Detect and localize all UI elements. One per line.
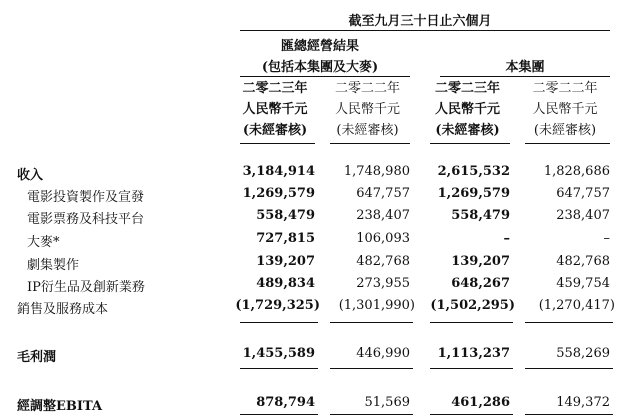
series-col3: 139,207: [451, 254, 510, 269]
film-investment-col3: 1,269,579: [437, 186, 510, 201]
group-heading: 本集團: [505, 60, 545, 75]
revenue-col3: 2,615,532: [437, 164, 510, 179]
column-audit: (未經審核): [242, 123, 308, 138]
ebita-rule-2: [330, 414, 413, 415]
column-currency: 人民幣千元: [532, 102, 598, 117]
cost-col1: (1,729,325): [235, 298, 320, 313]
cost-col2: (1,301,990): [338, 298, 415, 313]
gross-profit-col2: 446,990: [356, 346, 410, 361]
revenue-col2: 1,748,980: [343, 164, 410, 179]
column-4-header-rule: [525, 143, 610, 144]
row-label-series-production: 劇集製作: [27, 258, 80, 273]
column-currency: 人民幣千元: [334, 102, 400, 117]
damai-col4: –: [603, 231, 610, 246]
ticketing-col4: 238,407: [556, 208, 610, 223]
ticketing-col1: 558,479: [256, 208, 315, 223]
ebita-col3: 461,286: [451, 395, 510, 410]
row-label-film-investment: 電影投資製作及宣發: [27, 190, 145, 205]
gross-profit-rule-2: [330, 368, 413, 369]
gross-profit-col4: 558,269: [556, 346, 610, 361]
damai-col3: –: [503, 231, 510, 246]
gross-profit-rule-1: [240, 368, 318, 369]
row-label-revenue: 收入: [17, 168, 44, 183]
row-label-ip-derivatives: IP衍生品及創新業務: [27, 280, 145, 295]
group-heading-underline: [440, 76, 610, 77]
ebita-col4: 149,372: [556, 395, 610, 410]
gross-profit-col1: 1,455,589: [242, 346, 315, 361]
damai-col2: 106,093: [356, 231, 410, 246]
series-col4: 482,768: [556, 254, 610, 269]
ip-col1: 489,834: [256, 276, 315, 291]
column-audit: (未經審核): [336, 123, 399, 138]
column-3-header-rule: [430, 143, 510, 144]
column-header-1: [235, 78, 315, 141]
ticketing-col2: 238,407: [356, 208, 410, 223]
column-header-3: [425, 78, 510, 141]
column-year: 二零二三年: [242, 81, 308, 96]
column-audit: (未經審核): [435, 123, 500, 138]
column-currency: 人民幣千元: [242, 102, 308, 117]
combined-results-subheading: (包括本集團及大麥): [261, 60, 379, 75]
ip-col2: 273,955: [356, 276, 410, 291]
ebita-col2: 51,569: [364, 395, 410, 410]
combined-results-heading: 匯總經營結果: [280, 39, 359, 54]
cost-col4: (1,270,417): [538, 298, 615, 313]
row-label-ticketing: 電影票務及科技平台: [27, 212, 145, 227]
series-col2: 482,768: [356, 254, 410, 269]
row-label-cost-of-sales: 銷售及服務成本: [17, 302, 109, 317]
film-investment-col2: 647,757: [356, 186, 410, 201]
ip-col4: 459,754: [556, 276, 610, 291]
column-year: 二零二二年: [334, 81, 400, 96]
revenue-col4: 1,828,686: [543, 164, 610, 179]
subtotal-rule-2: [330, 322, 413, 323]
ebita-rule-4: [525, 414, 613, 415]
ebita-col1: 878,794: [256, 395, 315, 410]
row-label-damai: 大麥*: [27, 235, 60, 250]
row-label-adjusted-ebita: 經調整EBITA: [17, 399, 103, 414]
column-year: 二零二二年: [532, 81, 598, 96]
film-investment-col1: 1,269,579: [242, 186, 315, 201]
period-heading-underline: [240, 30, 610, 31]
ebita-rule-3: [430, 414, 513, 415]
series-col1: 139,207: [256, 254, 315, 269]
revenue-col1: 3,184,914: [242, 164, 315, 179]
column-2-header-rule: [330, 143, 410, 144]
column-header-4: [520, 78, 610, 141]
ticketing-col3: 558,479: [451, 208, 510, 223]
cost-col3: (1,502,295): [430, 298, 515, 313]
column-audit: (未經審核): [533, 123, 597, 138]
column-year: 二零二三年: [434, 81, 500, 96]
period-heading: 截至九月三十日止六個月: [348, 14, 492, 29]
row-label-gross-profit: 毛利潤: [17, 350, 57, 365]
ebita-rule-1: [240, 414, 318, 415]
combined-results-underline: [240, 76, 410, 77]
subtotal-rule-4: [525, 322, 613, 323]
column-currency: 人民幣千元: [434, 102, 500, 117]
subtotal-rule-3: [430, 322, 513, 323]
gross-profit-rule-4: [525, 368, 613, 369]
film-investment-col4: 647,757: [556, 186, 610, 201]
gross-profit-rule-3: [430, 368, 513, 369]
column-1-header-rule: [240, 143, 315, 144]
subtotal-rule-1: [240, 322, 318, 323]
gross-profit-col3: 1,113,237: [437, 346, 510, 361]
column-header-2: [325, 78, 410, 141]
ip-col3: 648,267: [451, 276, 510, 291]
damai-col1: 727,815: [256, 231, 315, 246]
